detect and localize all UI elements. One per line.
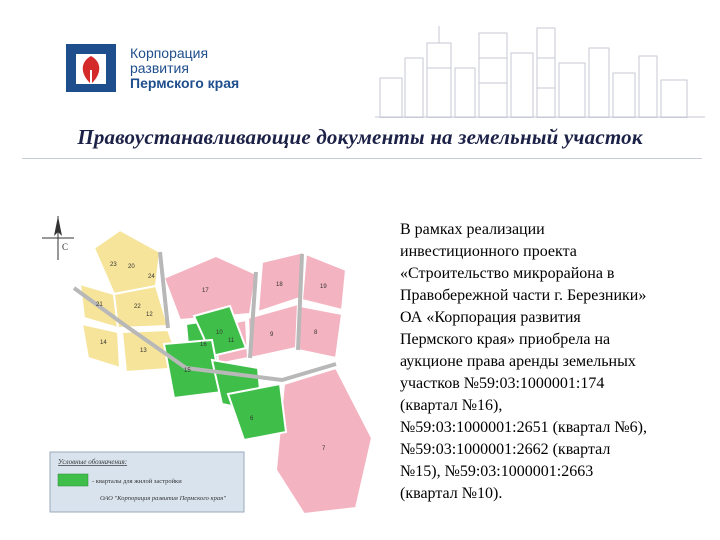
block-label: 17 [202, 288, 209, 294]
compass-icon [42, 216, 74, 260]
legend-item: - кварталы для жилой застройки [92, 478, 182, 485]
block-label: 22 [134, 304, 141, 310]
description-text: В рамках реализации инвестиционного проекта «Строительство микрорайона в Правобережной части г. Березники» ОА «Корпорация развития Пермского края» приобрела на аукционе права аренды земельных участков №59:03:1000001:174 (квартал №16), №59:03:1000001:2651 (квартал №6), №59:03:1000001:2662 (квартал №15), №59:03:1000001:2663 (квартал №10). [400, 221, 647, 502]
page-title: Правоустанавливающие документы на земельный участок [77, 125, 643, 149]
logo-line-1: Корпорация [130, 45, 209, 61]
block-label: 16 [200, 342, 207, 348]
block-label: 8 [314, 330, 318, 336]
zone-yellow [94, 230, 160, 294]
map-legend [50, 452, 244, 512]
block-label: 11 [228, 338, 235, 344]
logo-mark-icon [66, 40, 122, 96]
block-label: 20 [128, 264, 135, 270]
block-label: 13 [140, 348, 147, 354]
zone-green-6 [228, 384, 286, 440]
block-label: 24 [148, 274, 155, 280]
legend-owner: ОАО "Корпорация развития Пермского края" [100, 495, 226, 502]
logo-line-3: Пермского края [130, 75, 240, 91]
zone-pink [276, 368, 372, 514]
company-logo [66, 40, 256, 100]
zone-pink [164, 256, 256, 320]
compass-letter: С [62, 242, 69, 252]
block-label: 19 [320, 284, 327, 290]
block-label: 23 [110, 262, 117, 268]
block-label: 10 [216, 330, 223, 336]
city-skyline-illustration [375, 18, 705, 118]
site-plan-map [36, 208, 376, 528]
block-label: 21 [96, 302, 103, 308]
block-label: 12 [146, 312, 153, 318]
zone-pink [302, 254, 346, 310]
title-divider [22, 158, 702, 159]
block-label: 9 [270, 332, 274, 338]
block-label: 14 [100, 340, 107, 346]
zone-pink [298, 306, 342, 358]
zone-yellow [82, 324, 120, 368]
block-label: 7 [322, 446, 326, 452]
block-label: 15 [184, 368, 191, 374]
block-label: 6 [250, 416, 254, 422]
zone-pink [248, 304, 298, 358]
legend-swatch [58, 474, 88, 486]
legend-title: Условные обозначения: [58, 458, 128, 466]
logo-line-2: развития [130, 60, 189, 76]
block-label: 18 [276, 282, 283, 288]
